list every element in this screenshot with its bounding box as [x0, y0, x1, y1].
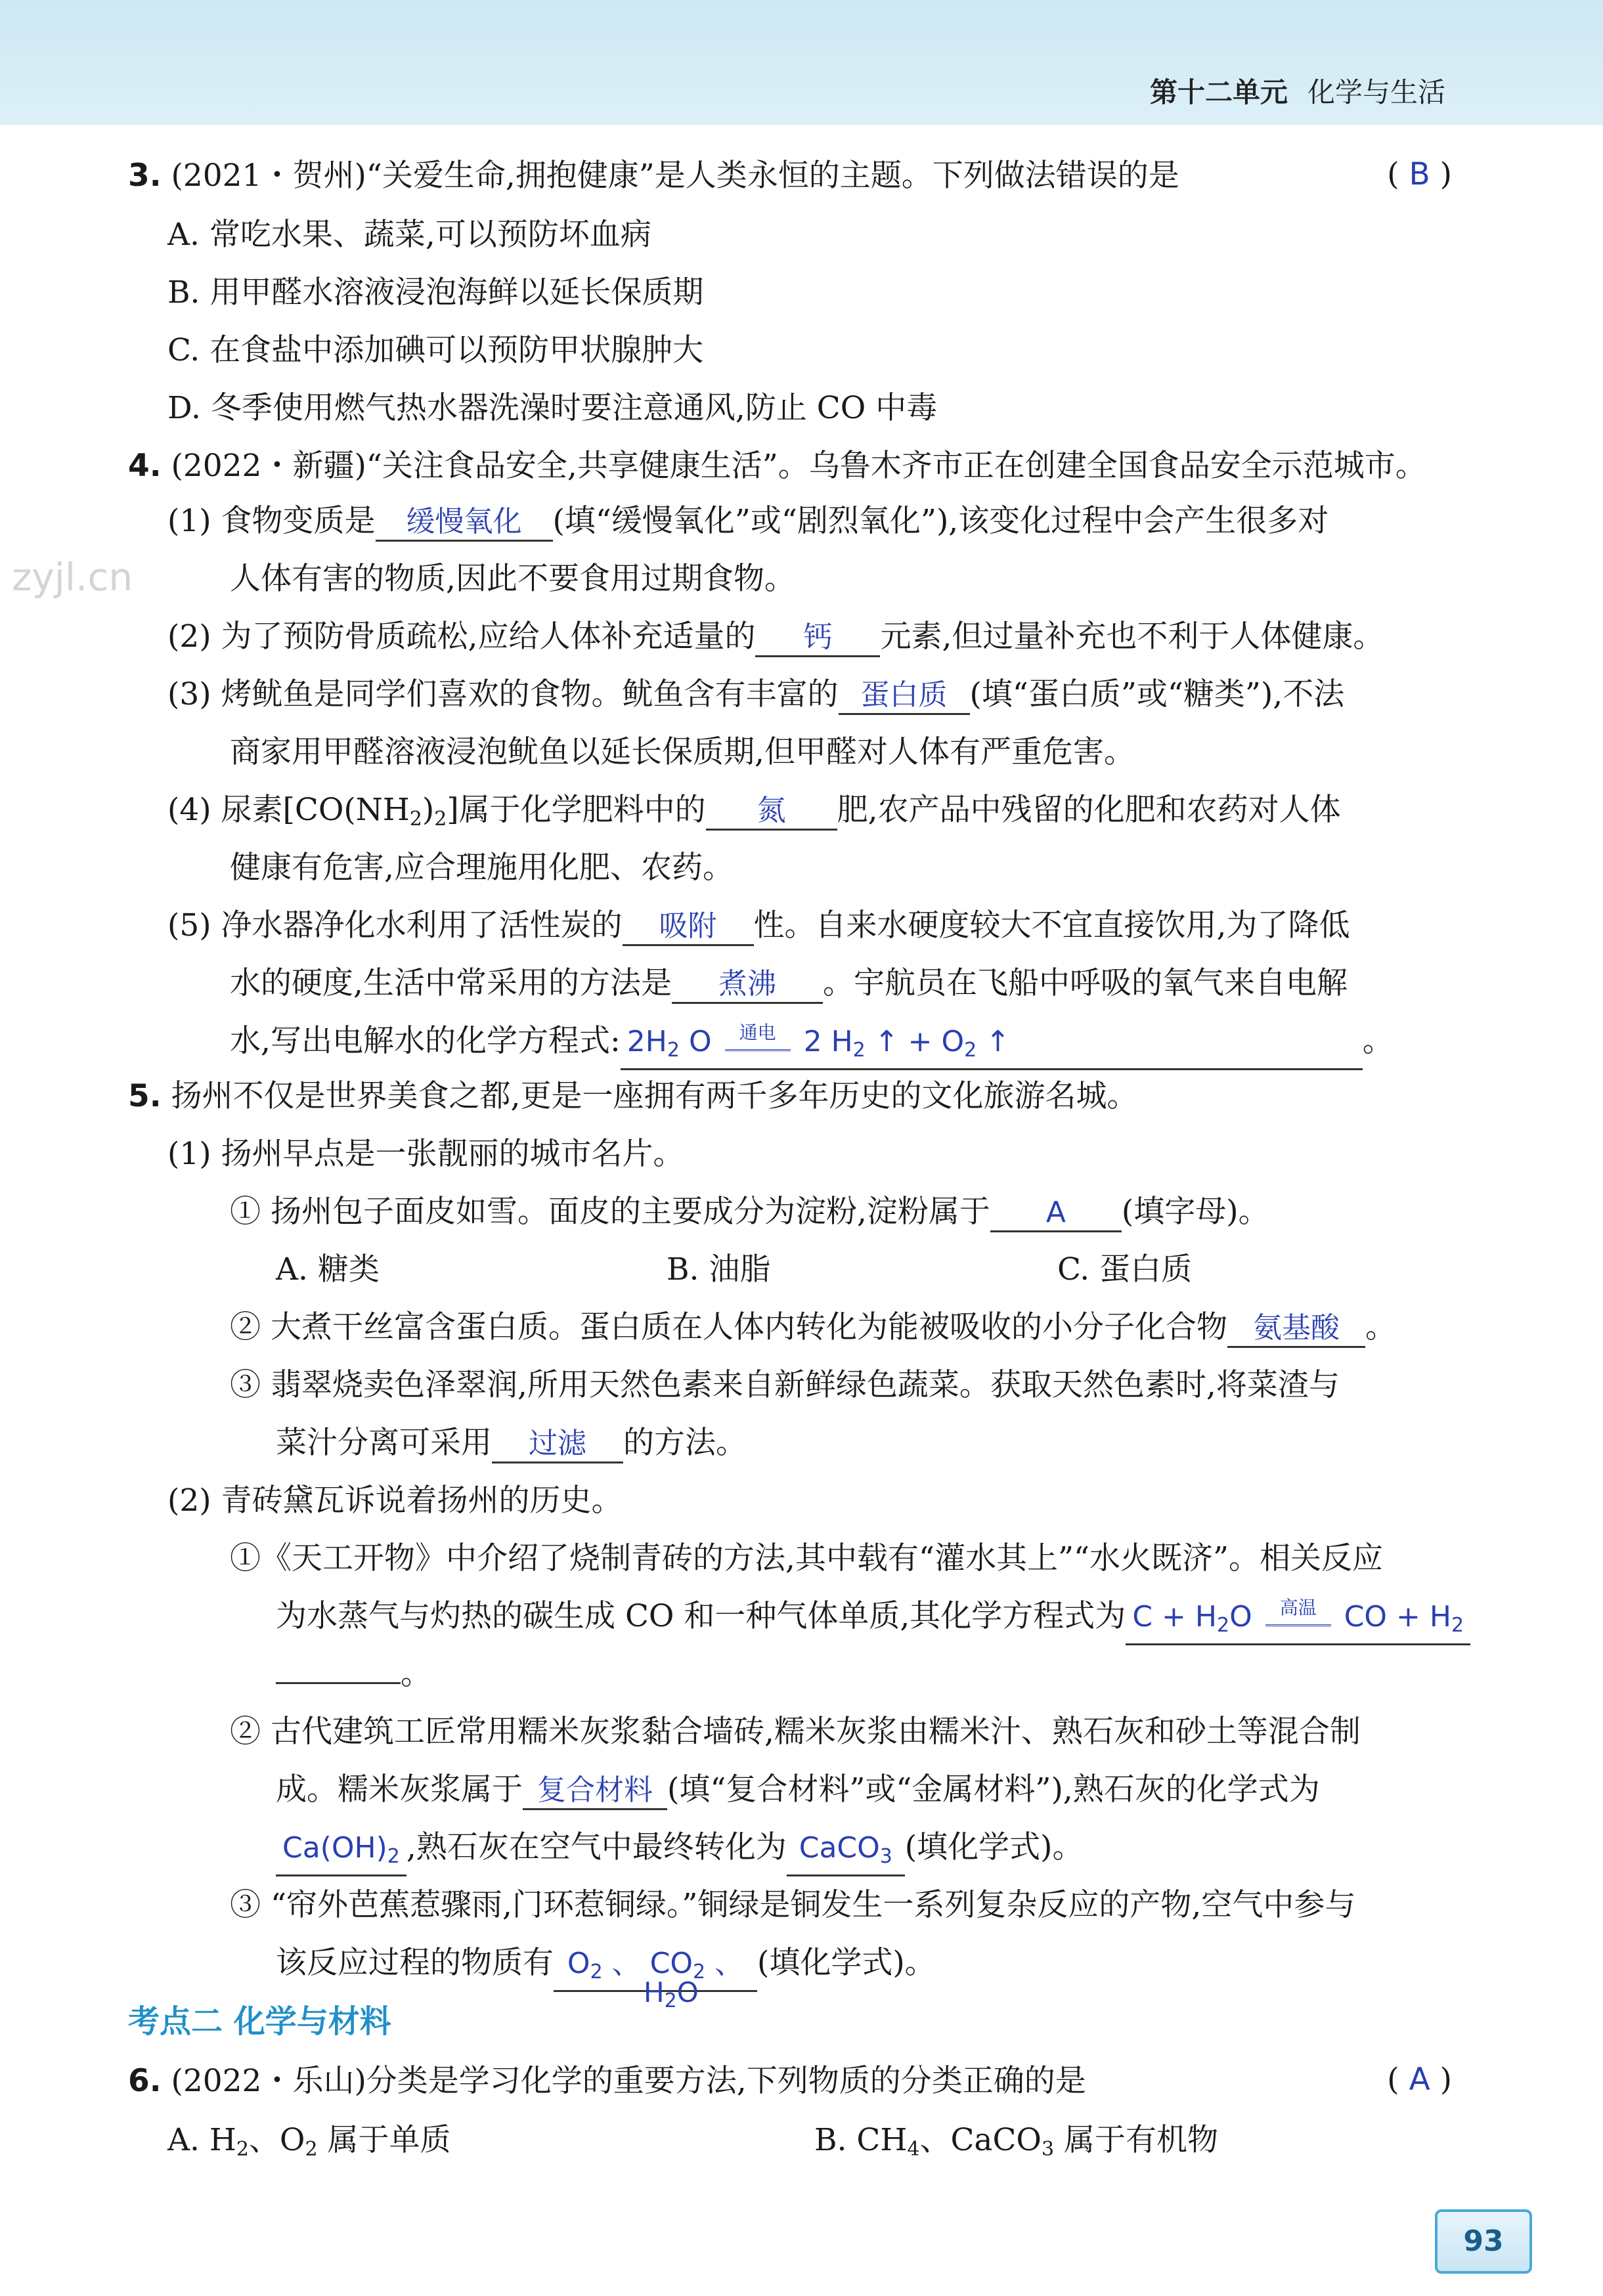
- q5-t1-cont: [276, 1597, 1470, 1645]
- header-title: [1150, 71, 1445, 110]
- q4-p2-text-a: (2) 为了预防骨质疏松,应给人体补充适量的: [167, 618, 756, 655]
- q5-number: 5.: [128, 1078, 162, 1114]
- q4-eq-right-sub2: 2: [964, 1039, 977, 1062]
- q4-part1: [167, 502, 1329, 542]
- q5-t3-text-c: (填化学式)。: [757, 1945, 936, 1981]
- q6-opt-b-2: 、CaCO: [919, 2122, 1042, 2158]
- q5-t1: ①《天工开物》中介绍了烧制青砖的方法,其中载有“灌水其上”“水火既济”。相关反应: [230, 1540, 1384, 1576]
- q4-eq-right: 2 H: [803, 1025, 853, 1058]
- q5-s2-answer: 氨基酸: [1227, 1310, 1365, 1348]
- q5-s1-answer: A: [990, 1195, 1122, 1232]
- q4-p4-answer: 氮: [706, 793, 837, 831]
- q6-opt-b-1: B. CH: [814, 2122, 908, 2158]
- q5-t3-ans2-b: O: [676, 1976, 699, 2008]
- q5-t2-answer3: [787, 1830, 905, 1876]
- q3-option-c: C. 在食盐中添加碘可以预防甲状腺肿大: [167, 332, 704, 368]
- q5-sub2: [230, 1308, 1396, 1348]
- q5-t3-answer2: [644, 1973, 699, 2021]
- q4-stem: [128, 446, 1426, 486]
- q4-p1-text-b: (填“缓慢氧化”或“剧烈氧化”),该变化过程中会产生很多对: [552, 503, 1329, 539]
- q5-t1-period: 。: [401, 1656, 431, 1692]
- q3-option-a: A. 常吃水果、蔬菜,可以预防坏血病: [167, 217, 651, 253]
- q4-p4-text-b: ): [422, 792, 435, 828]
- q5-t2-text-b: 成。糯米灰浆属于: [276, 1771, 523, 1808]
- q4-p5-answer1: 吸附: [623, 909, 754, 946]
- q5-t3-ans1-sub: 2: [590, 1960, 603, 1983]
- q5-eq-left: C + H: [1132, 1600, 1217, 1634]
- q4-p4-sub2: 2: [434, 808, 447, 831]
- q5-t3: ③ “帘外芭蕉惹骤雨,门环惹铜绿。”铜绿是铜发生一系列复杂反应的产物,空气中参与: [230, 1887, 1356, 1923]
- q4-p3-text-b: (填“蛋白质”或“糖类”),不法: [969, 676, 1345, 712]
- q5-stem: [128, 1077, 1137, 1116]
- q6-opt-a-3: 属于单质: [317, 2122, 451, 2158]
- q5-part1: (1) 扬州早点是一张靓丽的城市名片。: [167, 1136, 684, 1172]
- q4-p4-text-d: 肥,农产品中残留的化肥和农药对人体: [837, 792, 1341, 828]
- q6-answer-bracket: ( A ): [1387, 2062, 1452, 2098]
- q5-t3-ans1-a: O: [567, 1947, 590, 1980]
- q4-p5-text-c: 水的硬度,生活中常采用的方法是: [230, 965, 672, 1001]
- q5-t2-line3: [276, 1828, 1083, 1876]
- q5-s1-option-b: B. 油脂: [667, 1251, 771, 1288]
- q5-eq-arrow: [1262, 1597, 1335, 1626]
- q5-s1-text-b: (填字母)。: [1121, 1194, 1269, 1230]
- q4-eq-right-sub: 2: [852, 1039, 866, 1062]
- q4-p1-text-a: (1) 食物变质是: [167, 503, 376, 539]
- q5-t3-ans1-b: 、 CO: [602, 1947, 693, 1980]
- q6-stem: [128, 2062, 1086, 2101]
- q4-stem-text: (2022・新疆)“关注食品安全,共享健康生活”。乌鲁木齐市正在创建全国食品安全示范城市。: [171, 448, 1426, 484]
- q4-part4-cont: 健康有危害,应合理施用化肥、农药。: [230, 850, 734, 886]
- q5-eq-condition: 高温: [1279, 1597, 1317, 1618]
- q5-t2-text-c: (填“复合材料”或“金属材料”),熟石灰的化学式为: [667, 1771, 1320, 1808]
- q6-number: 6.: [128, 2063, 162, 2099]
- q4-p5-text-d: 。宇航员在飞船中呼吸的氧气来自电解: [822, 965, 1348, 1001]
- q4-eq-right3: ↑: [977, 1025, 1011, 1058]
- q5-eq-left2: O: [1229, 1600, 1252, 1634]
- q5-t1-equation: [1126, 1599, 1470, 1645]
- q5-t2: ② 古代建筑工匠常用糯米灰浆黏合墙砖,糯米灰浆由糯米汁、熟石灰和砂土等混合制: [230, 1714, 1361, 1750]
- watermark: zyjl.cn: [12, 555, 133, 599]
- q5-eq-right: CO + H: [1344, 1600, 1451, 1634]
- q5-s3-text-b: 菜汁分离可采用: [276, 1425, 492, 1461]
- q4-p5-answer2: 煮沸: [672, 966, 823, 1004]
- q5-s1-option-a: A. 糖类: [276, 1251, 380, 1288]
- q5-eq-sub2: 2: [1451, 1614, 1464, 1637]
- q6-opt-b-3: 属于有机物: [1054, 2122, 1218, 2158]
- q5-t2-answer2: [276, 1830, 406, 1876]
- q4-part1-cont: 人体有害的物质,因此不要食用过期食物。: [230, 561, 795, 597]
- q4-eq-arrow: [721, 1022, 795, 1051]
- q4-part4: [167, 791, 1341, 839]
- q3-stem-text: (2021・贺州)“关爱生命,拥抱健康”是人类永恒的主题。下列做法错误的是: [171, 158, 1179, 194]
- q4-p4-sub: 2: [409, 808, 422, 831]
- q3-stem: [128, 156, 1179, 196]
- q4-p3-answer: 蛋白质: [839, 678, 970, 715]
- q4-part5-line2: [230, 964, 1348, 1004]
- q6-option-a: [167, 2121, 451, 2169]
- q5-t2-ans3-sub: 3: [879, 1845, 892, 1868]
- q3-answer: B: [1409, 156, 1430, 192]
- q5-part2: (2) 青砖黛瓦诉说着扬州的历史。: [167, 1483, 623, 1519]
- q4-eq-condition: 通电: [739, 1022, 776, 1043]
- q4-eq-left: 2H: [626, 1025, 667, 1058]
- q4-p5-text-b: 性。自来水硬度较大不宜直接饮用,为了降低: [753, 907, 1350, 943]
- q6-opt-a-sub2: 2: [305, 2138, 318, 2161]
- q5-t2-ans2-text: Ca(OH): [282, 1831, 387, 1865]
- q3-option-b: B. 用甲醛水溶液浸泡海鲜以延长保质期: [167, 274, 704, 311]
- q4-p3-text-a: (3) 烤鱿鱼是同学们喜欢的食物。鱿鱼含有丰富的: [167, 676, 839, 712]
- q5-t3-ans2-sub: 2: [664, 1989, 677, 2012]
- q4-p4-text-a: (4) 尿素[CO(NH: [167, 792, 410, 828]
- q5-t3-ans2-a: H: [644, 1976, 665, 2008]
- q5-s2-text-b: 。: [1365, 1309, 1396, 1345]
- q5-sub3: ③ 翡翠烧卖色泽翠润,所用天然色素来自新鲜绿色蔬菜。获取天然色素时,将菜渣与: [230, 1367, 1340, 1403]
- q4-eq-left-sub: 2: [667, 1039, 680, 1062]
- q4-eq-right2: ↑ + O: [865, 1025, 965, 1058]
- q4-p5-equation: [621, 1024, 1363, 1070]
- q5-t1-blank-cont: [276, 1682, 401, 1684]
- q3-number: 3.: [128, 158, 162, 194]
- q5-t3-cont: [276, 1943, 936, 1992]
- q5-t2-text-e: (填化学式)。: [904, 1829, 1084, 1865]
- q6-opt-a-sub1: 2: [236, 2138, 249, 2161]
- q5-sub1: [230, 1192, 1269, 1232]
- q4-part5-line3: [230, 1022, 1394, 1070]
- q4-part2: [167, 617, 1384, 657]
- q6-opt-b-sub2: 3: [1041, 2138, 1055, 2161]
- q4-p5-period: 。: [1362, 1023, 1394, 1059]
- q5-s1-option-c: C. 蛋白质: [1057, 1251, 1193, 1288]
- q6-opt-a-2: 、O: [248, 2122, 305, 2158]
- q5-t3-ans1-sub2: 2: [692, 1960, 706, 1983]
- q6-opt-b-sub1: 4: [907, 2138, 920, 2161]
- q3-answer-bracket: ( B ): [1387, 156, 1452, 192]
- q4-p5-text-e: 水,写出电解水的化学方程式:: [230, 1023, 621, 1059]
- q5-s3-text-c: 的方法。: [623, 1425, 747, 1461]
- q5-t3-text-b: 该反应过程的物质有: [276, 1945, 554, 1981]
- q4-part3-cont: 商家用甲醛溶液浸泡鱿鱼以延长保质期,但甲醛对人体有严重危害。: [230, 734, 1135, 770]
- q5-t3-ans1-c: 、: [705, 1947, 744, 1980]
- q5-s1-text-a: ① 扬州包子面皮如雪。面皮的主要成分为淀粉,淀粉属于: [230, 1194, 990, 1230]
- q4-p4-text-c: ]属于化学肥料中的: [447, 792, 706, 828]
- page-number: 93: [1435, 2209, 1532, 2274]
- q5-t2-text-d: ,熟石灰在空气中最终转化为: [406, 1829, 787, 1865]
- q5-eq-sub: 2: [1216, 1614, 1230, 1637]
- section-title: 考点二 化学与材料: [128, 2003, 391, 2040]
- q5-t2-ans3-text: CaCO: [799, 1831, 880, 1865]
- q4-p2-answer: 钙: [755, 620, 880, 657]
- q6-answer: A: [1409, 2062, 1430, 2098]
- q4-eq-left2: O: [679, 1025, 712, 1058]
- unit-label: 第十二单元: [1149, 76, 1288, 108]
- q5-t1-end: [276, 1655, 431, 1694]
- q6-stem-text: (2022・乐山)分类是学习化学的重要方法,下列物质的分类正确的是: [171, 2063, 1086, 2099]
- q6-opt-a-1: A. H: [167, 2122, 236, 2158]
- q4-p1-answer: 缓慢氧化: [376, 504, 553, 542]
- q4-number: 4.: [128, 448, 162, 484]
- q5-t2-ans2-sub: 2: [387, 1845, 400, 1868]
- q4-p2-text-b: 元素,但过量补充也不利于人体健康。: [880, 618, 1384, 655]
- q6-option-b: [814, 2121, 1218, 2169]
- q3-option-d: D. 冬季使用燃气热水器洗澡时要注意通风,防止 CO 中毒: [167, 390, 938, 426]
- q5-t2-answer1: 复合材料: [523, 1773, 667, 1810]
- q5-stem-text: 扬州不仅是世界美食之都,更是一座拥有两千多年历史的文化旅游名城。: [171, 1078, 1138, 1114]
- q5-t2-cont: [276, 1770, 1320, 1810]
- q5-s3-answer: 过滤: [492, 1426, 623, 1463]
- q4-part3: [167, 675, 1344, 715]
- q4-part5: [167, 906, 1350, 946]
- q5-s2-text-a: ② 大煮干丝富含蛋白质。蛋白质在人体内转化为能被吸收的小分子化合物: [230, 1309, 1227, 1345]
- q4-p5-text-a: (5) 净水器净化水利用了活性炭的: [167, 907, 623, 943]
- q5-sub3-cont: [276, 1423, 747, 1463]
- topic-label: 化学与生活: [1307, 76, 1445, 108]
- q5-t1-text-b: 为水蒸气与灼热的碳生成 CO 和一种气体单质,其化学方程式为: [276, 1598, 1126, 1634]
